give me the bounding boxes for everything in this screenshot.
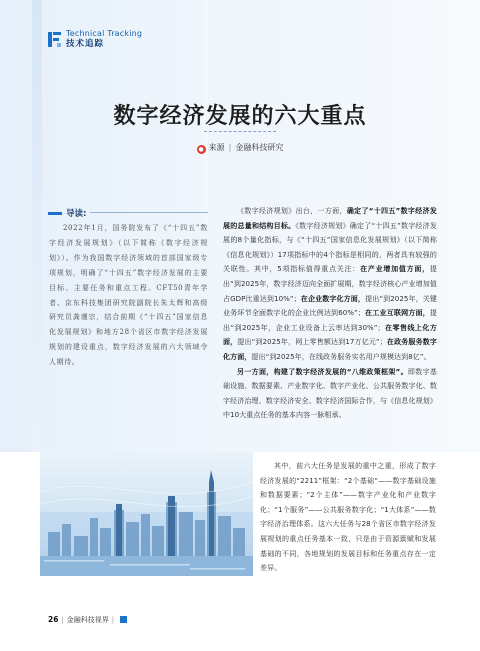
bold-run: 另一方面，构建了数字经济发展的“八维政策框架”。 <box>237 367 408 376</box>
article-title: 数字经济发展的六大重点 <box>113 104 367 129</box>
source-label: 来源 <box>208 143 225 152</box>
body-column-2 <box>260 459 436 576</box>
paragraph-3: 其中，前六大任务是发展的重中之重，形成了数字经济发展的“2211”框架：“2个基础”——数字基础设施和数据要素；“2个主体”——数字产业化和产业数字化；“1个服务”——公共服务数字化；“1大体系”——数字经济治理体系。这六大任务与28个省区市数字经济发展规划的重点任务基本一致，只是由于资源禀赋和发展基础的不同，各地规划的发展目标和任务重点存在一定差异。 <box>260 462 436 573</box>
paragraph-2 <box>223 365 437 423</box>
brand-english: Technical Tracking <box>66 29 143 38</box>
paragraph-1 <box>223 204 437 365</box>
bold-run: 在政务服务数字化方面， <box>223 338 438 361</box>
page-footer <box>48 615 127 625</box>
guide-label: 导读: <box>66 209 87 219</box>
article-source <box>0 142 480 154</box>
text-run: 提出“到2025年，数字经济迈向全面扩展期，数字经济核心产业增加值占GDP比重达到10%”； <box>223 265 437 303</box>
guide-divider <box>90 212 208 213</box>
text-run: 《数字经济规划》确定了“十四五”数字经济发展的8个量化指标，与《“十四五”国家信息化发展规划》（以下简称《信息化规划》）17项指标中的4个指标是相同的，两者具有较强的关联性。其中，5项指标值得重点关注： <box>223 221 438 274</box>
footer-tag-icon <box>120 616 127 623</box>
bold-run: 在企业数字化方面， <box>300 294 366 303</box>
title-divider <box>204 131 276 132</box>
decorative-stripe <box>32 0 42 452</box>
text-run: 提出“到2025年，在线政务服务实名用户规模达到8亿”。 <box>251 352 431 361</box>
guide-accent-bar <box>48 212 62 215</box>
text-run: 《数字经济规划》出台，一方面， <box>237 207 347 215</box>
bold-run: 在零售线上化方面， <box>223 323 437 347</box>
city-skyline-image <box>40 452 253 576</box>
magazine-name: 金融科技视界 <box>66 616 109 624</box>
section-brand <box>48 30 142 49</box>
source-separator: | <box>228 143 232 152</box>
bold-run: 确定了“十四五”数字经济发展的总量和结构目标。 <box>223 207 437 230</box>
footer-separator-2: | <box>111 616 115 624</box>
footer-separator: | <box>61 616 64 624</box>
brand-logo-icon <box>48 32 61 47</box>
text-run: 提出“到2025年，关键业务环节全面数字化的企业比例达到60%”； <box>223 294 438 318</box>
brand-chinese: 技术追踪 <box>66 39 105 49</box>
text-run: 提出“到2025年，企业工业设备上云率达到30%”； <box>223 309 437 332</box>
text-run: 即数字基础设施、数据要素、产业数字化、数字产业化、公共服务数字化、数字经济治理、数字经济安全、数字经济国际合作，与《信息化规划》中10大重点任务的基本内容一脉相承。 <box>223 367 437 420</box>
bold-run: 在产业增加值方面， <box>360 265 430 274</box>
body-column-1 <box>223 204 437 423</box>
source-name: 金融科技研究 <box>235 143 284 152</box>
source-dot-icon: ● <box>198 146 204 153</box>
text-run: 提出“到2025年，网上零售额达到17万亿元”； <box>237 338 387 347</box>
page-number: 26 <box>48 615 59 624</box>
guide-text: 2022年1月，国务院发布了《“十四五”数字经济发展规划》（以下简称《数字经济规划》）。作为我国数字经济领域的首部国家级专项规划，明确了“十四五”数字经济发展的主要目标、主要任务和重点工程。CFT50青年学者、京东科技集团研究院副院长朱太辉和高级研究员龚谨宗，结合前期《“十四五”国家信息化发展规划》和地方28个省区市数字经济发展规划的建设重点，数字经济发展的六大领域令人期待。 <box>49 224 208 367</box>
bold-run: 在工业互联网方面， <box>364 309 430 318</box>
